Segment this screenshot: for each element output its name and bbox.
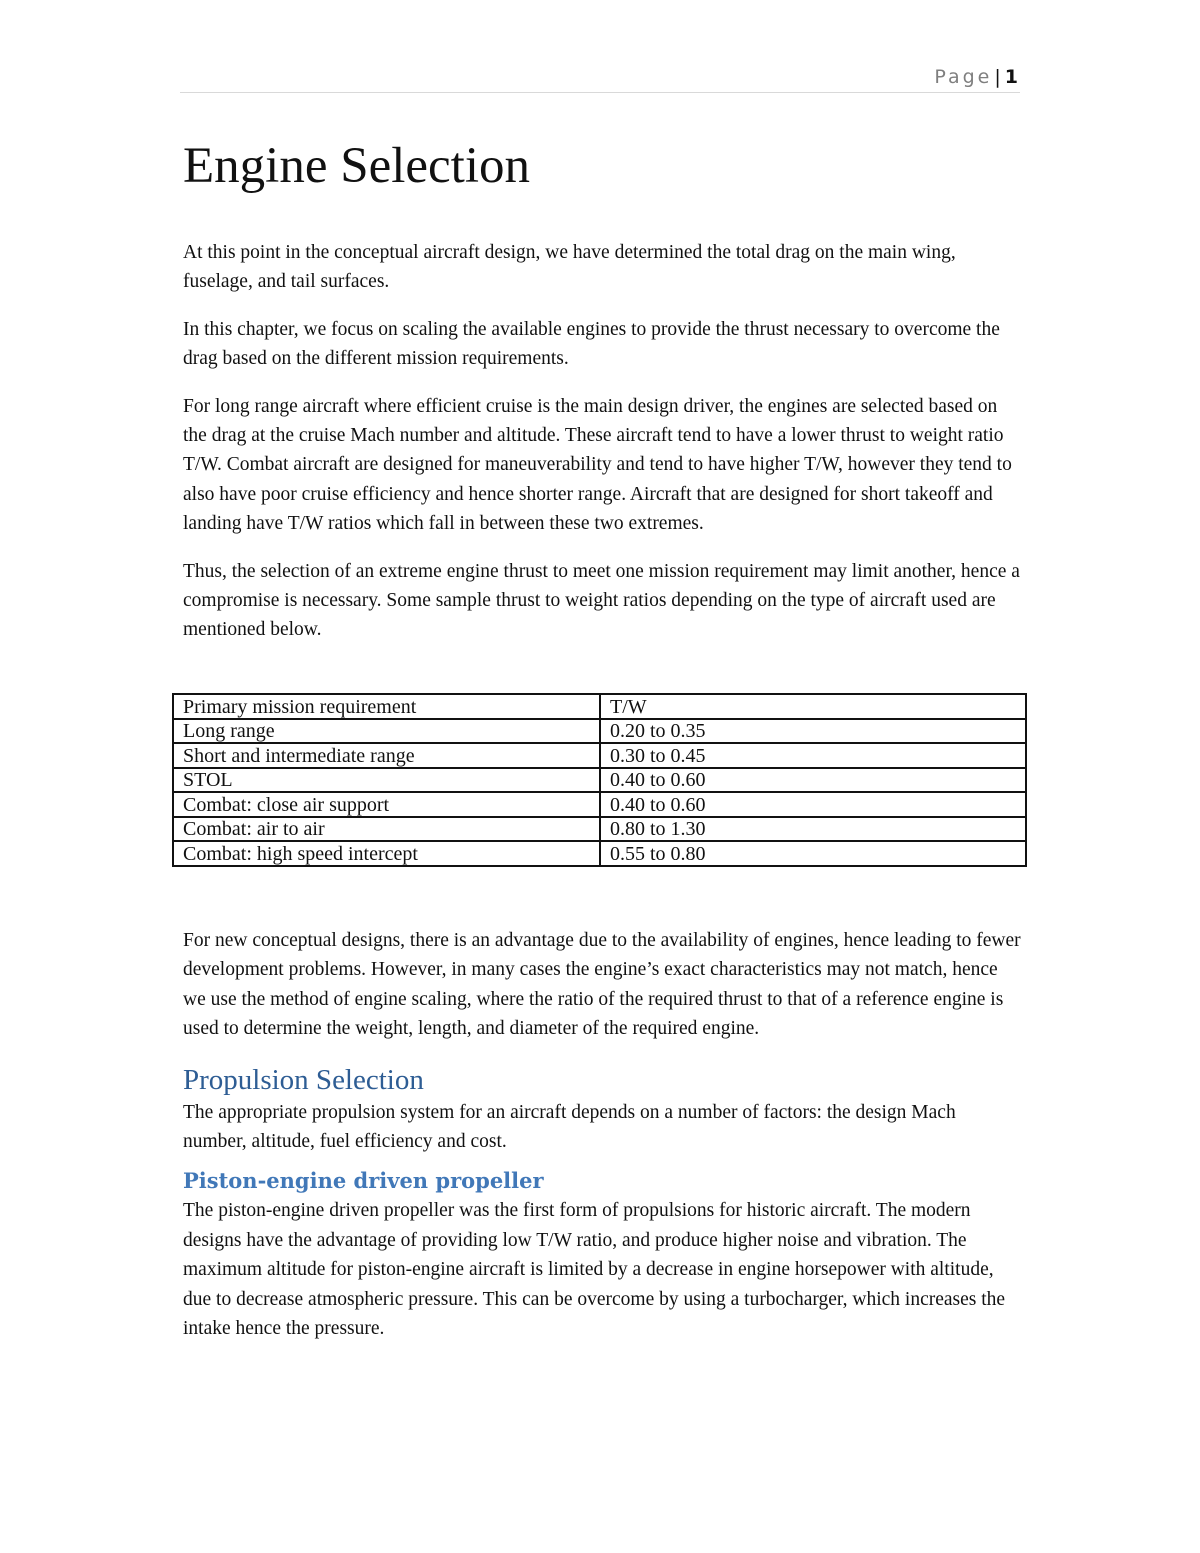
table-cell-tw: 0.20 to 0.35 [600, 719, 1026, 744]
table-cell-requirement: STOL [173, 768, 600, 793]
table-row [173, 817, 1026, 842]
table-cell-tw: 0.40 to 0.60 [600, 792, 1026, 817]
paragraph-chapter-focus: In this chapter, we focus on scaling the available engines to provide the thrust necessary to overcome the drag based on the different mission requirements. [183, 318, 1000, 370]
table-row [173, 768, 1026, 793]
table-header-cell: Primary mission requirement [173, 694, 600, 719]
section-heading-propulsion: Propulsion Selection [183, 1063, 424, 1096]
table-cell-requirement: Long range [173, 719, 600, 744]
page-number: 1 [1004, 66, 1018, 88]
table-header-row [173, 694, 1026, 719]
paragraph-propulsion: The appropriate propulsion system for an aircraft depends on a number of factors: the design Mach number, altitude, fuel efficiency and cost. [183, 1101, 956, 1153]
paragraph-compromise: Thus, the selection of an extreme engine thrust to meet one mission requirement may limit another, hence a compromise is necessary. Some sample thrust to weight ratios depending on the type of aircraft used are mentioned below. [183, 560, 1020, 641]
table-row [173, 743, 1026, 768]
page-title: Engine Selection [183, 138, 530, 194]
table-cell-tw: 0.30 to 0.45 [600, 743, 1026, 768]
page-word: Page [934, 66, 993, 88]
table-cell-tw: 0.40 to 0.60 [600, 768, 1026, 793]
lower-content [183, 926, 1023, 1343]
paragraph-long-range: For long range aircraft where efficient cruise is the main design driver, the engines are selected based on the drag at the cruise Mach number and altitude. These aircraft tend to have a lower thrust to weight ratio T/W. Combat aircraft are designed for maneuverability and tend to have higher T/W, however they tend to also have poor cruise efficiency and hence shorter range. Aircraft that are designed for short takeoff and landing have T/W ratios which fall in between these two extremes. [183, 395, 1012, 535]
table-cell-tw: 0.55 to 0.80 [600, 841, 1026, 866]
table-cell-requirement: Combat: close air support [173, 792, 600, 817]
table-row [173, 841, 1026, 866]
paragraph-intro: At this point in the conceptual aircraft design, we have determined the total drag on the main wing, fuselage, and tail surfaces. [183, 242, 956, 293]
paragraph-engine-scaling: For new conceptual designs, there is an advantage due to the availability of engines, hence leading to fewer development problems. However, in many cases the engine’s exact characteristics may not match, hence we use the method of engine scaling, where the ratio of the required thrust to that of a reference engine is used to determine the weight, length, and diameter of the required engine. [183, 930, 1021, 1040]
subsection-heading-piston: Piston-engine driven propeller [183, 1168, 544, 1194]
table-row [173, 719, 1026, 744]
main-content [183, 136, 1023, 645]
table-cell-requirement: Combat: high speed intercept [173, 841, 600, 866]
page-number-label [934, 66, 1018, 88]
paragraph-piston: The piston-engine driven propeller was the first form of propulsions for historic aircraft. The modern designs have the advantage of providing low T/W ratio, and produce higher noise and vibration. The maximum altitude for piston-engine aircraft is limited by a decrease in engine horsepower with altitude, due to decrease atmospheric pressure. This can be overcome by using a turbocharger, which increases the intake hence the pressure. [183, 1200, 1006, 1340]
table-cell-requirement: Short and intermediate range [173, 743, 600, 768]
table-header-cell: T/W [600, 694, 1026, 719]
thrust-weight-table [172, 693, 1027, 867]
table-cell-tw: 0.80 to 1.30 [600, 817, 1026, 842]
page-separator: | [994, 66, 1001, 88]
page-header [180, 66, 1020, 93]
table-cell-requirement: Combat: air to air [173, 817, 600, 842]
table-row [173, 792, 1026, 817]
